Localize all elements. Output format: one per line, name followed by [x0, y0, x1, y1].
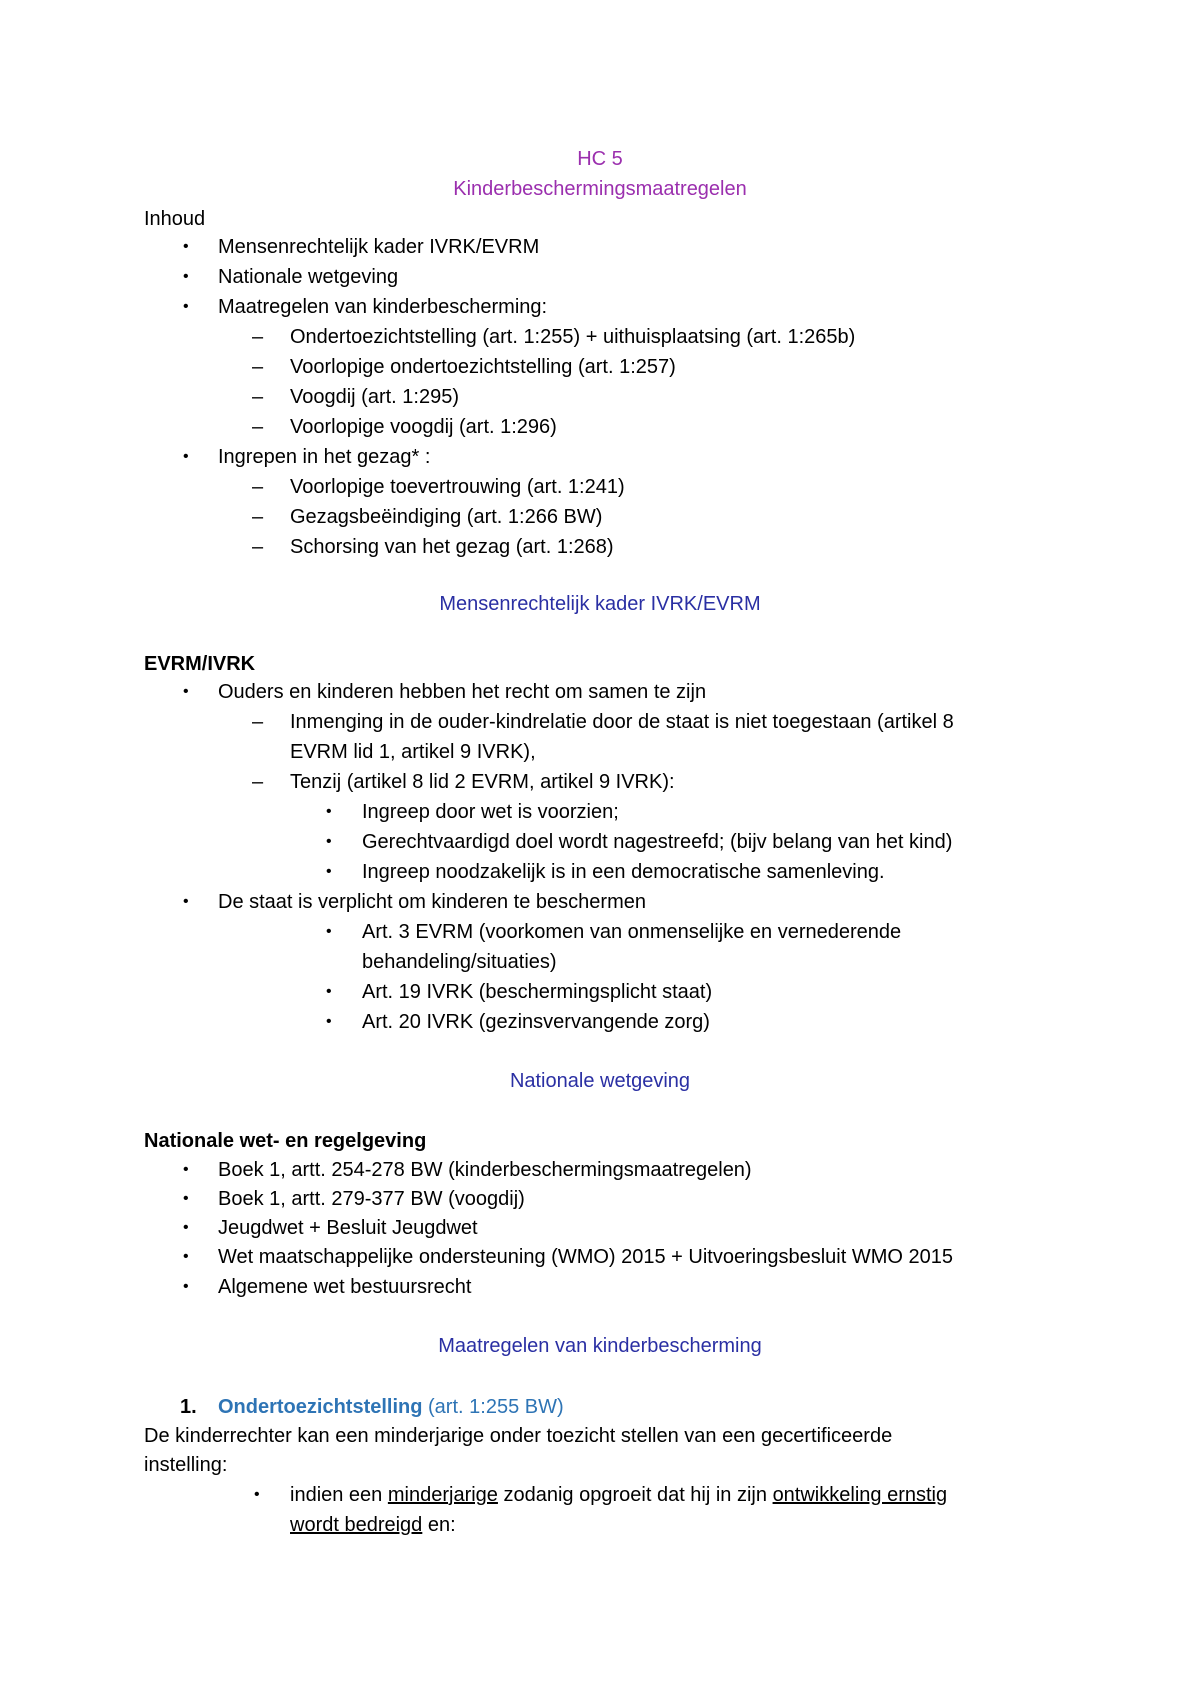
condition-line [290, 1480, 947, 1510]
dash-icon: – [252, 536, 264, 558]
dash-icon: – [252, 356, 264, 378]
bullet-icon: • [183, 1248, 189, 1265]
bullet-icon: • [183, 683, 189, 700]
bullet-icon: • [326, 833, 332, 850]
body-line: Tenzij (artikel 8 lid 2 EVRM, artikel 9 IVRK): [290, 771, 675, 793]
toc-subitem: Voorlopige ondertoezichtstelling (art. 1:257) [290, 356, 676, 378]
doc-title: HC 5 [577, 148, 623, 170]
body-line: Ingreep noodzakelijk is in een democratische samenleving. [362, 861, 885, 883]
sub-heading: Nationale wet- en regelgeving [144, 1130, 427, 1152]
dash-icon: – [252, 476, 264, 498]
inhoud-heading: Inhoud [144, 208, 206, 230]
condition-line [290, 1510, 456, 1540]
section-heading: Maatregelen van kinderbescherming [438, 1335, 762, 1357]
bullet-icon: • [254, 1486, 260, 1503]
sub-heading: EVRM/IVRK [144, 653, 256, 675]
bullet-icon: • [326, 1013, 332, 1030]
toc-subitem: Voogdij (art. 1:295) [290, 386, 459, 408]
bullet-icon: • [183, 238, 189, 255]
body-line: Ingreep door wet is voorzien; [362, 801, 619, 823]
toc-subitem: Voorlopige toevertrouwing (art. 1:241) [290, 476, 625, 498]
text-run: en: [422, 1514, 456, 1536]
toc-subitem: Voorlopige voogdij (art. 1:296) [290, 416, 557, 438]
bullet-icon: • [183, 1278, 189, 1295]
paragraph-line: De kinderrechter kan een minderjarige onder toezicht stellen van een gecertificeerde [144, 1425, 893, 1447]
text-run: indien een [290, 1484, 388, 1506]
paragraph-line: instelling: [144, 1454, 228, 1476]
body-line: behandeling/situaties) [362, 951, 557, 973]
bullet-icon: • [183, 268, 189, 285]
toc-subitem: Gezagsbeëindiging (art. 1:266 BW) [290, 506, 603, 528]
bullet-icon: • [183, 1161, 189, 1178]
body-line: Ouders en kinderen hebben het recht om samen te zijn [218, 681, 707, 703]
toc-item: Maatregelen van kinderbescherming: [218, 296, 548, 318]
underlined-term: wordt bedreigd [290, 1514, 423, 1536]
body-line: Art. 20 IVRK (gezinsvervangende zorg) [362, 1011, 710, 1033]
doc-subtitle: Kinderbeschermingsmaatregelen [453, 178, 747, 200]
numbered-ref: (art. 1:255 BW) [422, 1396, 564, 1418]
bullet-icon: • [326, 983, 332, 1000]
dash-icon: – [252, 771, 264, 793]
toc-item: Nationale wetgeving [218, 266, 399, 288]
body-line: Art. 3 EVRM (voorkomen van onmenselijke en vernederende [362, 921, 902, 943]
list-item: Boek 1, artt. 254-278 BW (kinderbeschermingsmaatregelen) [218, 1159, 752, 1181]
list-item: Boek 1, artt. 279-377 BW (voogdij) [218, 1188, 525, 1210]
dash-icon: – [252, 711, 264, 733]
list-item: Algemene wet bestuursrecht [218, 1276, 472, 1298]
numbered-title: Ondertoezichtstelling [218, 1396, 423, 1418]
body-line: Inmenging in de ouder-kindrelatie door de staat is niet toegestaan (artikel 8 [290, 711, 954, 733]
toc-item: Ingrepen in het gezag* : [218, 446, 431, 468]
body-line: Art. 19 IVRK (beschermingsplicht staat) [362, 981, 713, 1003]
underlined-term: minderjarige [387, 1484, 498, 1506]
body-line: EVRM lid 1, artikel 9 IVRK), [290, 741, 536, 763]
text-run: zodanig opgroeit dat hij in zijn [497, 1484, 773, 1506]
bullet-icon: • [183, 298, 189, 315]
body-line: Gerechtvaardigd doel wordt nagestreefd; (bijv belang van het kind) [362, 831, 953, 853]
dash-icon: – [252, 386, 264, 408]
bullet-icon: • [183, 448, 189, 465]
bullet-icon: • [183, 1219, 189, 1236]
dash-icon: – [252, 506, 264, 528]
underlined-term: ontwikkeling ernstig [772, 1484, 948, 1506]
toc-subitem: Schorsing van het gezag (art. 1:268) [290, 536, 614, 558]
toc-item: Mensenrechtelijk kader IVRK/EVRM [218, 236, 540, 258]
section-heading: Nationale wetgeving [509, 1070, 691, 1092]
list-item: Jeugdwet + Besluit Jeugdwet [218, 1217, 478, 1239]
bullet-icon: • [326, 803, 332, 820]
dash-icon: – [252, 326, 264, 348]
bullet-icon: • [183, 893, 189, 910]
list-number: 1. [180, 1396, 197, 1418]
bullet-icon: • [183, 1190, 189, 1207]
body-line: De staat is verplicht om kinderen te beschermen [218, 891, 646, 913]
numbered-heading [218, 1392, 564, 1422]
section-heading: Mensenrechtelijk kader IVRK/EVRM [439, 593, 761, 615]
list-item: Wet maatschappelijke ondersteuning (WMO) 2015 + Uitvoeringsbesluit WMO 2015 [218, 1246, 953, 1268]
dash-icon: – [252, 416, 264, 438]
bullet-icon: • [326, 863, 332, 880]
toc-subitem: Ondertoezichtstelling (art. 1:255) + uithuisplaatsing (art. 1:265b) [290, 326, 856, 348]
bullet-icon: • [326, 923, 332, 940]
